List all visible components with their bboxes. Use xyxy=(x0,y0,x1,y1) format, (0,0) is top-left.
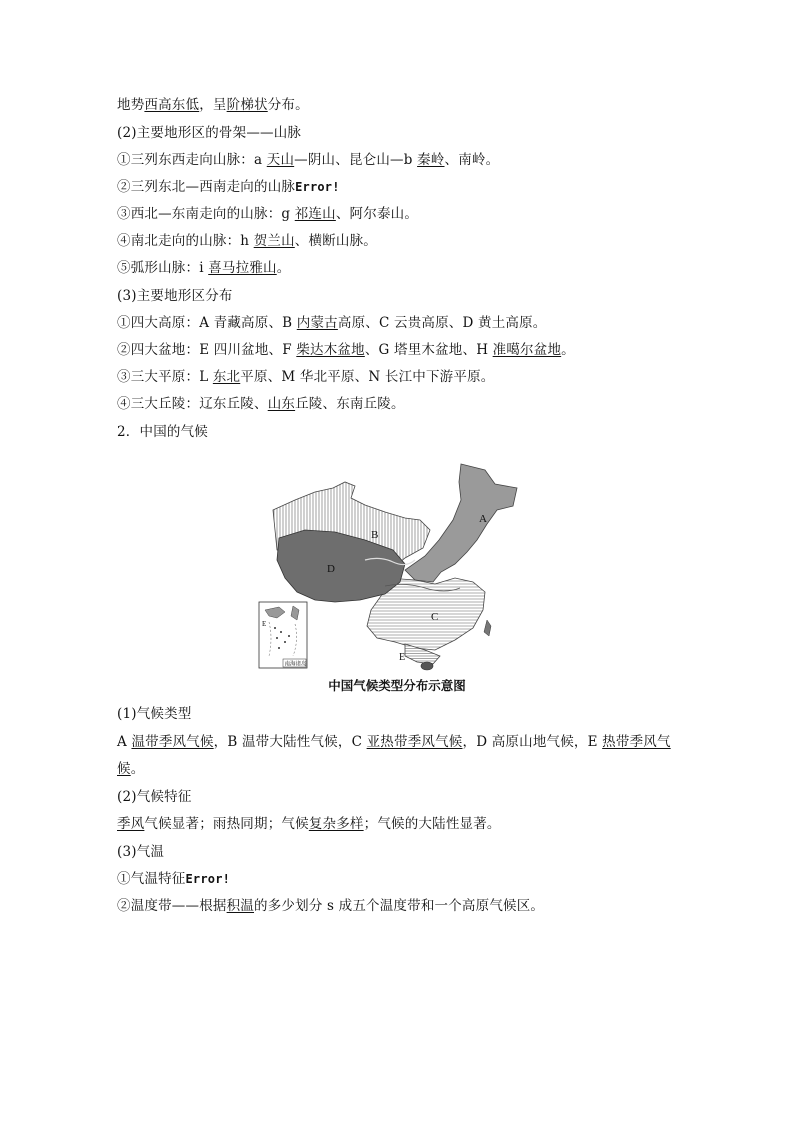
line-plateaus: ①四大高原：A 青藏高原、B 内蒙古高原、C 云贵高原、D 黄土高原。 xyxy=(117,315,547,331)
map-label-a: A xyxy=(479,513,487,525)
heading-landforms: (3)主要地形区分布 xyxy=(117,288,233,304)
line-ew-mountains: ①三列东西走向山脉：a 天山—阴山、昆仑山—b 秦岭、南岭。 xyxy=(117,152,500,168)
map-label-e: E xyxy=(399,652,406,663)
answer: 秦岭 xyxy=(417,152,445,168)
china-map-svg xyxy=(255,460,530,672)
line-temperature-features: ①气温特征Error! xyxy=(117,871,231,887)
heading-temperature: (3)气温 xyxy=(117,844,165,860)
answer: 阶梯状 xyxy=(226,97,268,113)
answer: 准噶尔盆地 xyxy=(492,342,562,358)
line-basins: ②四大盆地：E 四川盆地、F 柴达木盆地、G 塔里木盆地、H 准噶尔盆地。 xyxy=(117,342,575,358)
line-hills: ④三大丘陵：辽东丘陵、山东丘陵、东南丘陵。 xyxy=(117,396,405,412)
answer: 复杂多样 xyxy=(308,816,364,832)
answer: 内蒙古 xyxy=(296,315,338,331)
answer: 温带季风气候 xyxy=(131,734,214,750)
error-text: Error! xyxy=(185,872,231,886)
answer: 天山 xyxy=(266,152,295,168)
error-text: Error! xyxy=(295,180,340,194)
hainan-island xyxy=(421,662,433,670)
inset-title: 南海诸岛 xyxy=(284,661,307,668)
line-plains: ③三大平原：L 东北平原、M 华北平原、N 长江中下游平原。 xyxy=(117,369,495,385)
answer: 亚热带季风气候 xyxy=(366,734,463,750)
heading-climate-types: (1)气候类型 xyxy=(117,706,192,722)
heading-climate: 2．中国的气候 xyxy=(117,424,208,440)
line-ne-sw-mountains: ②三列东北—西南走向的山脉Error! xyxy=(117,179,340,195)
line-temperature-zones: ②温度带——根据积温的多少划分 s 成五个温度带和一个高原气候区。 xyxy=(117,898,545,914)
map-caption: 中国气候类型分布示意图 xyxy=(328,678,466,693)
line-arc-mountains: ⑤弧形山脉：i 喜马拉雅山。 xyxy=(117,260,291,276)
line-nw-se-mountains: ③西北—东南走向的山脉：g 祁连山、阿尔泰山。 xyxy=(117,206,419,222)
answer: 西高东低 xyxy=(144,97,200,113)
inset-label-e: E xyxy=(262,620,267,628)
line-terrain: 地势西高东低，呈阶梯状分布。 xyxy=(117,97,309,113)
answer: 贺兰山 xyxy=(253,233,295,249)
answer: 候 xyxy=(117,761,131,777)
taiwan-island xyxy=(484,620,491,636)
heading-climate-features: (2)气候特征 xyxy=(117,789,192,805)
answer: 祁连山 xyxy=(294,206,336,222)
map-label-d: D xyxy=(327,563,335,575)
answer: 东北 xyxy=(212,369,241,385)
map-label-c: C xyxy=(431,611,439,623)
line-climate-types: A 温带季风气候，B 温带大陆性气候，C 亚热带季风气候，D 高原山地气候，E 热带季风气 xyxy=(117,734,671,750)
line-climate-features: 季风气候显著；雨热同期；气候复杂多样；气候的大陆性显著。 xyxy=(117,816,501,832)
line-climate-types-cont: 候。 xyxy=(117,761,145,777)
south-sea-inset xyxy=(259,602,307,668)
answer: 喜马拉雅山 xyxy=(208,260,277,276)
answer: 热带季风气 xyxy=(602,734,671,750)
climate-map xyxy=(255,460,530,672)
answer: 季风 xyxy=(117,816,145,832)
line-ns-mountains: ④南北走向的山脉：h 贺兰山、横断山脉。 xyxy=(117,233,377,249)
answer: 山东 xyxy=(267,396,296,412)
heading-mountains: (2)主要地形区的骨架——山脉 xyxy=(117,125,302,141)
answer: 柴达木盆地 xyxy=(296,342,365,358)
answer: 积温 xyxy=(226,898,255,914)
map-label-b: B xyxy=(371,529,379,541)
